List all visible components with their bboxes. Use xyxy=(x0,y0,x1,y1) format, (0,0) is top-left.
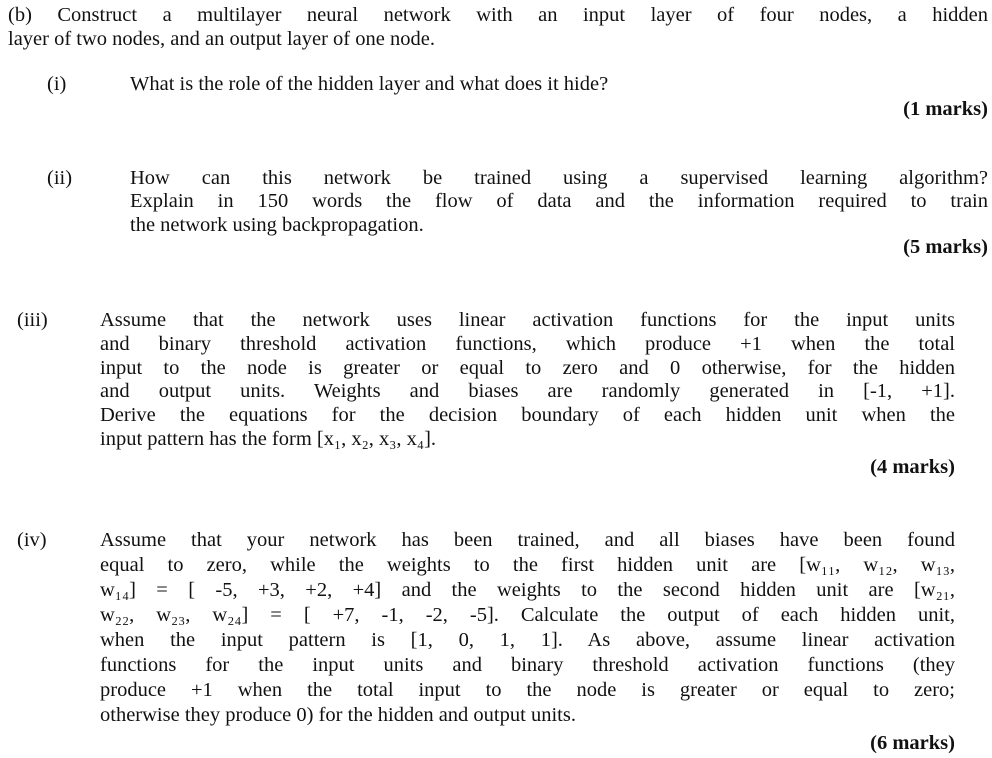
question-line: Explain in 150 words the flow of data and the information required to train xyxy=(130,190,988,212)
question-label: (iii) xyxy=(17,309,48,331)
question-line: and output units. Weights and biases are randomly generated in [-1, +1]. xyxy=(100,380,955,402)
part-b-line: (b) Construct a multilayer neural network with an input layer of four nodes, a hidden xyxy=(8,4,988,26)
marks-label: (4 marks) xyxy=(870,456,955,478)
part-b-line: layer of two nodes, and an output layer of one node. xyxy=(8,28,435,50)
question-label: (i) xyxy=(47,73,67,95)
question-line: input to the node is greater or equal to zero and 0 otherwise, for the hidden xyxy=(100,357,955,379)
marks-label: (5 marks) xyxy=(903,236,988,258)
question-line: equal to zero, while the weights to the first hidden unit are [w₁₁, w₁₂, w₁₃, xyxy=(100,554,955,576)
question-label: (iv) xyxy=(17,529,47,551)
question-line: the network using backpropagation. xyxy=(130,214,424,236)
question-line: Assume that the network uses linear activation functions for the input units xyxy=(100,309,955,331)
marks-label: (1 marks) xyxy=(903,98,988,120)
question-label: (ii) xyxy=(47,167,73,189)
question-line: Derive the equations for the decision boundary of each hidden unit when the xyxy=(100,404,955,426)
question-line: input pattern has the form [x₁, x₂, x₃, x₄]. xyxy=(100,428,437,450)
question-line: How can this network be trained using a supervised learning algorithm? xyxy=(130,167,988,189)
marks-label: (6 marks) xyxy=(870,732,955,754)
question-line: produce +1 when the total input to the node is greater or equal to zero; xyxy=(100,679,955,701)
question-line: functions for the input units and binary threshold activation functions (they xyxy=(100,654,955,676)
question-line: Assume that your network has been trained, and all biases have been found xyxy=(100,529,955,551)
question-line: w₁₄] = [ -5, +3, +2, +4] and the weights to the second hidden unit are [w₂₁, xyxy=(100,579,955,601)
question-line: What is the role of the hidden layer and what does it hide? xyxy=(130,73,609,95)
question-line: otherwise they produce 0) for the hidden and output units. xyxy=(100,704,576,726)
question-line: and binary threshold activation functions, which produce +1 when the total xyxy=(100,333,955,355)
question-line: w₂₂, w₂₃, w₂₄] = [ +7, -1, -2, -5]. Calculate the output of each hidden unit, xyxy=(100,604,955,626)
question-line: when the input pattern is [1, 0, 1, 1]. As above, assume linear activation xyxy=(100,629,955,651)
